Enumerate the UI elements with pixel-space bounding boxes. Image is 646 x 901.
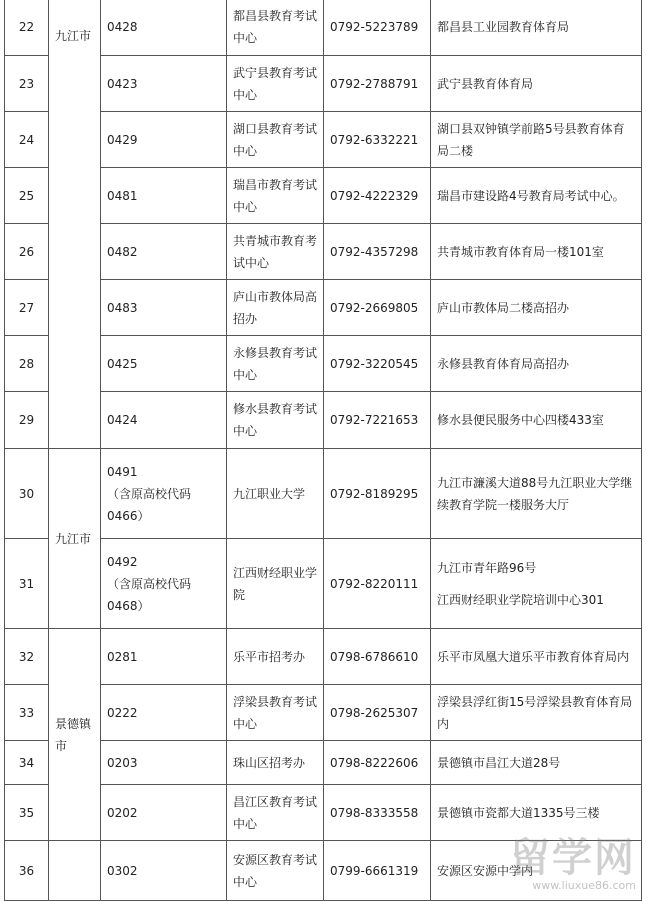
institution-name: 安源区教育考试中心: [227, 841, 324, 901]
address: 安源区安源中学内: [431, 841, 642, 901]
row-number: 28: [5, 336, 49, 392]
row-number: 27: [5, 280, 49, 336]
table-row: [5, 112, 642, 168]
row-number: 23: [5, 56, 49, 112]
row-number: 35: [5, 785, 49, 841]
institution-name: 珠山区招考办: [227, 741, 324, 785]
table-row: [5, 56, 642, 112]
phone: 0792-2788791: [324, 56, 431, 112]
row-number: 22: [5, 0, 49, 56]
phone: 0798-2625307: [324, 685, 431, 741]
table-row: [5, 785, 642, 841]
institution-code: 0428: [101, 0, 227, 56]
institution-code: 0492 （含原高校代码0468）: [101, 539, 227, 629]
phone: 0792-8189295: [324, 449, 431, 539]
institution-code: 0482: [101, 224, 227, 280]
institution-code: 0202: [101, 785, 227, 841]
address: 九江市青年路96号 江西财经职业学院培训中心301: [431, 539, 642, 629]
table-row: [5, 841, 642, 901]
city-cell: [49, 841, 101, 901]
phone: 0798-6786610: [324, 629, 431, 685]
institution-code: 0281: [101, 629, 227, 685]
table-row: [5, 224, 642, 280]
table-row: [5, 629, 642, 685]
table-row: [5, 0, 642, 56]
address: 都昌县工业园教育体育局: [431, 0, 642, 56]
institution-code: 0483: [101, 280, 227, 336]
institution-code: 0481: [101, 168, 227, 224]
institution-code: 0425: [101, 336, 227, 392]
table-row: [5, 392, 642, 449]
address: 庐山市教体局二楼高招办: [431, 280, 642, 336]
institution-name: 庐山市教体局高招办: [227, 280, 324, 336]
city-cell: 九江市: [49, 449, 101, 629]
institution-name: 江西财经职业学院: [227, 539, 324, 629]
row-number: 32: [5, 629, 49, 685]
row-number: 30: [5, 449, 49, 539]
institution-name: 都昌县教育考试中心: [227, 0, 324, 56]
table-row: [5, 168, 642, 224]
address: 乐平市凤凰大道乐平市教育体育局内: [431, 629, 642, 685]
city-cell: 九江市: [49, 0, 101, 449]
institution-name: 乐平市招考办: [227, 629, 324, 685]
row-number: 24: [5, 112, 49, 168]
institution-name: 武宁县教育考试中心: [227, 56, 324, 112]
row-number: 34: [5, 741, 49, 785]
table-row: [5, 685, 642, 741]
institution-name: 修水县教育考试中心: [227, 392, 324, 449]
phone: 0792-3220545: [324, 336, 431, 392]
row-number: 33: [5, 685, 49, 741]
institution-code: 0424: [101, 392, 227, 449]
watermark-url: www.liuxue86.com: [532, 879, 636, 892]
city-cell: 景德镇市: [49, 629, 101, 841]
institution-name: 昌江区教育考试中心: [227, 785, 324, 841]
institution-name: 永修县教育考试中心: [227, 336, 324, 392]
table-row: [5, 539, 642, 629]
phone: 0792-6332221: [324, 112, 431, 168]
phone: 0792-4357298: [324, 224, 431, 280]
address: 景德镇市昌江大道28号: [431, 741, 642, 785]
institution-name: 瑞昌市教育考试中心: [227, 168, 324, 224]
institution-code: 0491 （含原高校代码0466）: [101, 449, 227, 539]
institution-name: 湖口县教育考试中心: [227, 112, 324, 168]
address: 修水县便民服务中心四楼433室: [431, 392, 642, 449]
phone: 0792-8220111: [324, 539, 431, 629]
phone: 0798-8222606: [324, 741, 431, 785]
table-row: [5, 741, 642, 785]
phone: 0792-7221653: [324, 392, 431, 449]
exam-office-table: [4, 0, 642, 901]
phone: 0792-2669805: [324, 280, 431, 336]
institution-name: 共青城市教育考试中心: [227, 224, 324, 280]
address: 武宁县教育体育局: [431, 56, 642, 112]
row-number: 36: [5, 841, 49, 901]
institution-code: 0423: [101, 56, 227, 112]
institution-name: 九江职业大学: [227, 449, 324, 539]
address: 湖口县双钟镇学前路5号县教育体育局二楼: [431, 112, 642, 168]
table-row: [5, 336, 642, 392]
address: 九江市濂溪大道88号九江职业大学继续教育学院一楼服务大厅: [431, 449, 642, 539]
institution-code: 0429: [101, 112, 227, 168]
address: 共青城市教育体育局一楼101室: [431, 224, 642, 280]
row-number: 25: [5, 168, 49, 224]
row-number: 26: [5, 224, 49, 280]
address: 永修县教育体育局高招办: [431, 336, 642, 392]
table-row: [5, 449, 642, 539]
institution-name: 浮梁县教育考试中心: [227, 685, 324, 741]
phone: 0799-6661319: [324, 841, 431, 901]
address: 景德镇市瓷都大道1335号三楼: [431, 785, 642, 841]
address: 浮梁县浮红街15号浮梁县教育体育局内: [431, 685, 642, 741]
institution-code: 0302: [101, 841, 227, 901]
table-row: [5, 280, 642, 336]
institution-code: 0203: [101, 741, 227, 785]
phone: 0792-4222329: [324, 168, 431, 224]
row-number: 29: [5, 392, 49, 449]
phone: 0798-8333558: [324, 785, 431, 841]
address: 瑞昌市建设路4号教育局考试中心。: [431, 168, 642, 224]
watermark-text: 留学网: [510, 835, 636, 881]
institution-code: 0222: [101, 685, 227, 741]
row-number: 31: [5, 539, 49, 629]
phone: 0792-5223789: [324, 0, 431, 56]
